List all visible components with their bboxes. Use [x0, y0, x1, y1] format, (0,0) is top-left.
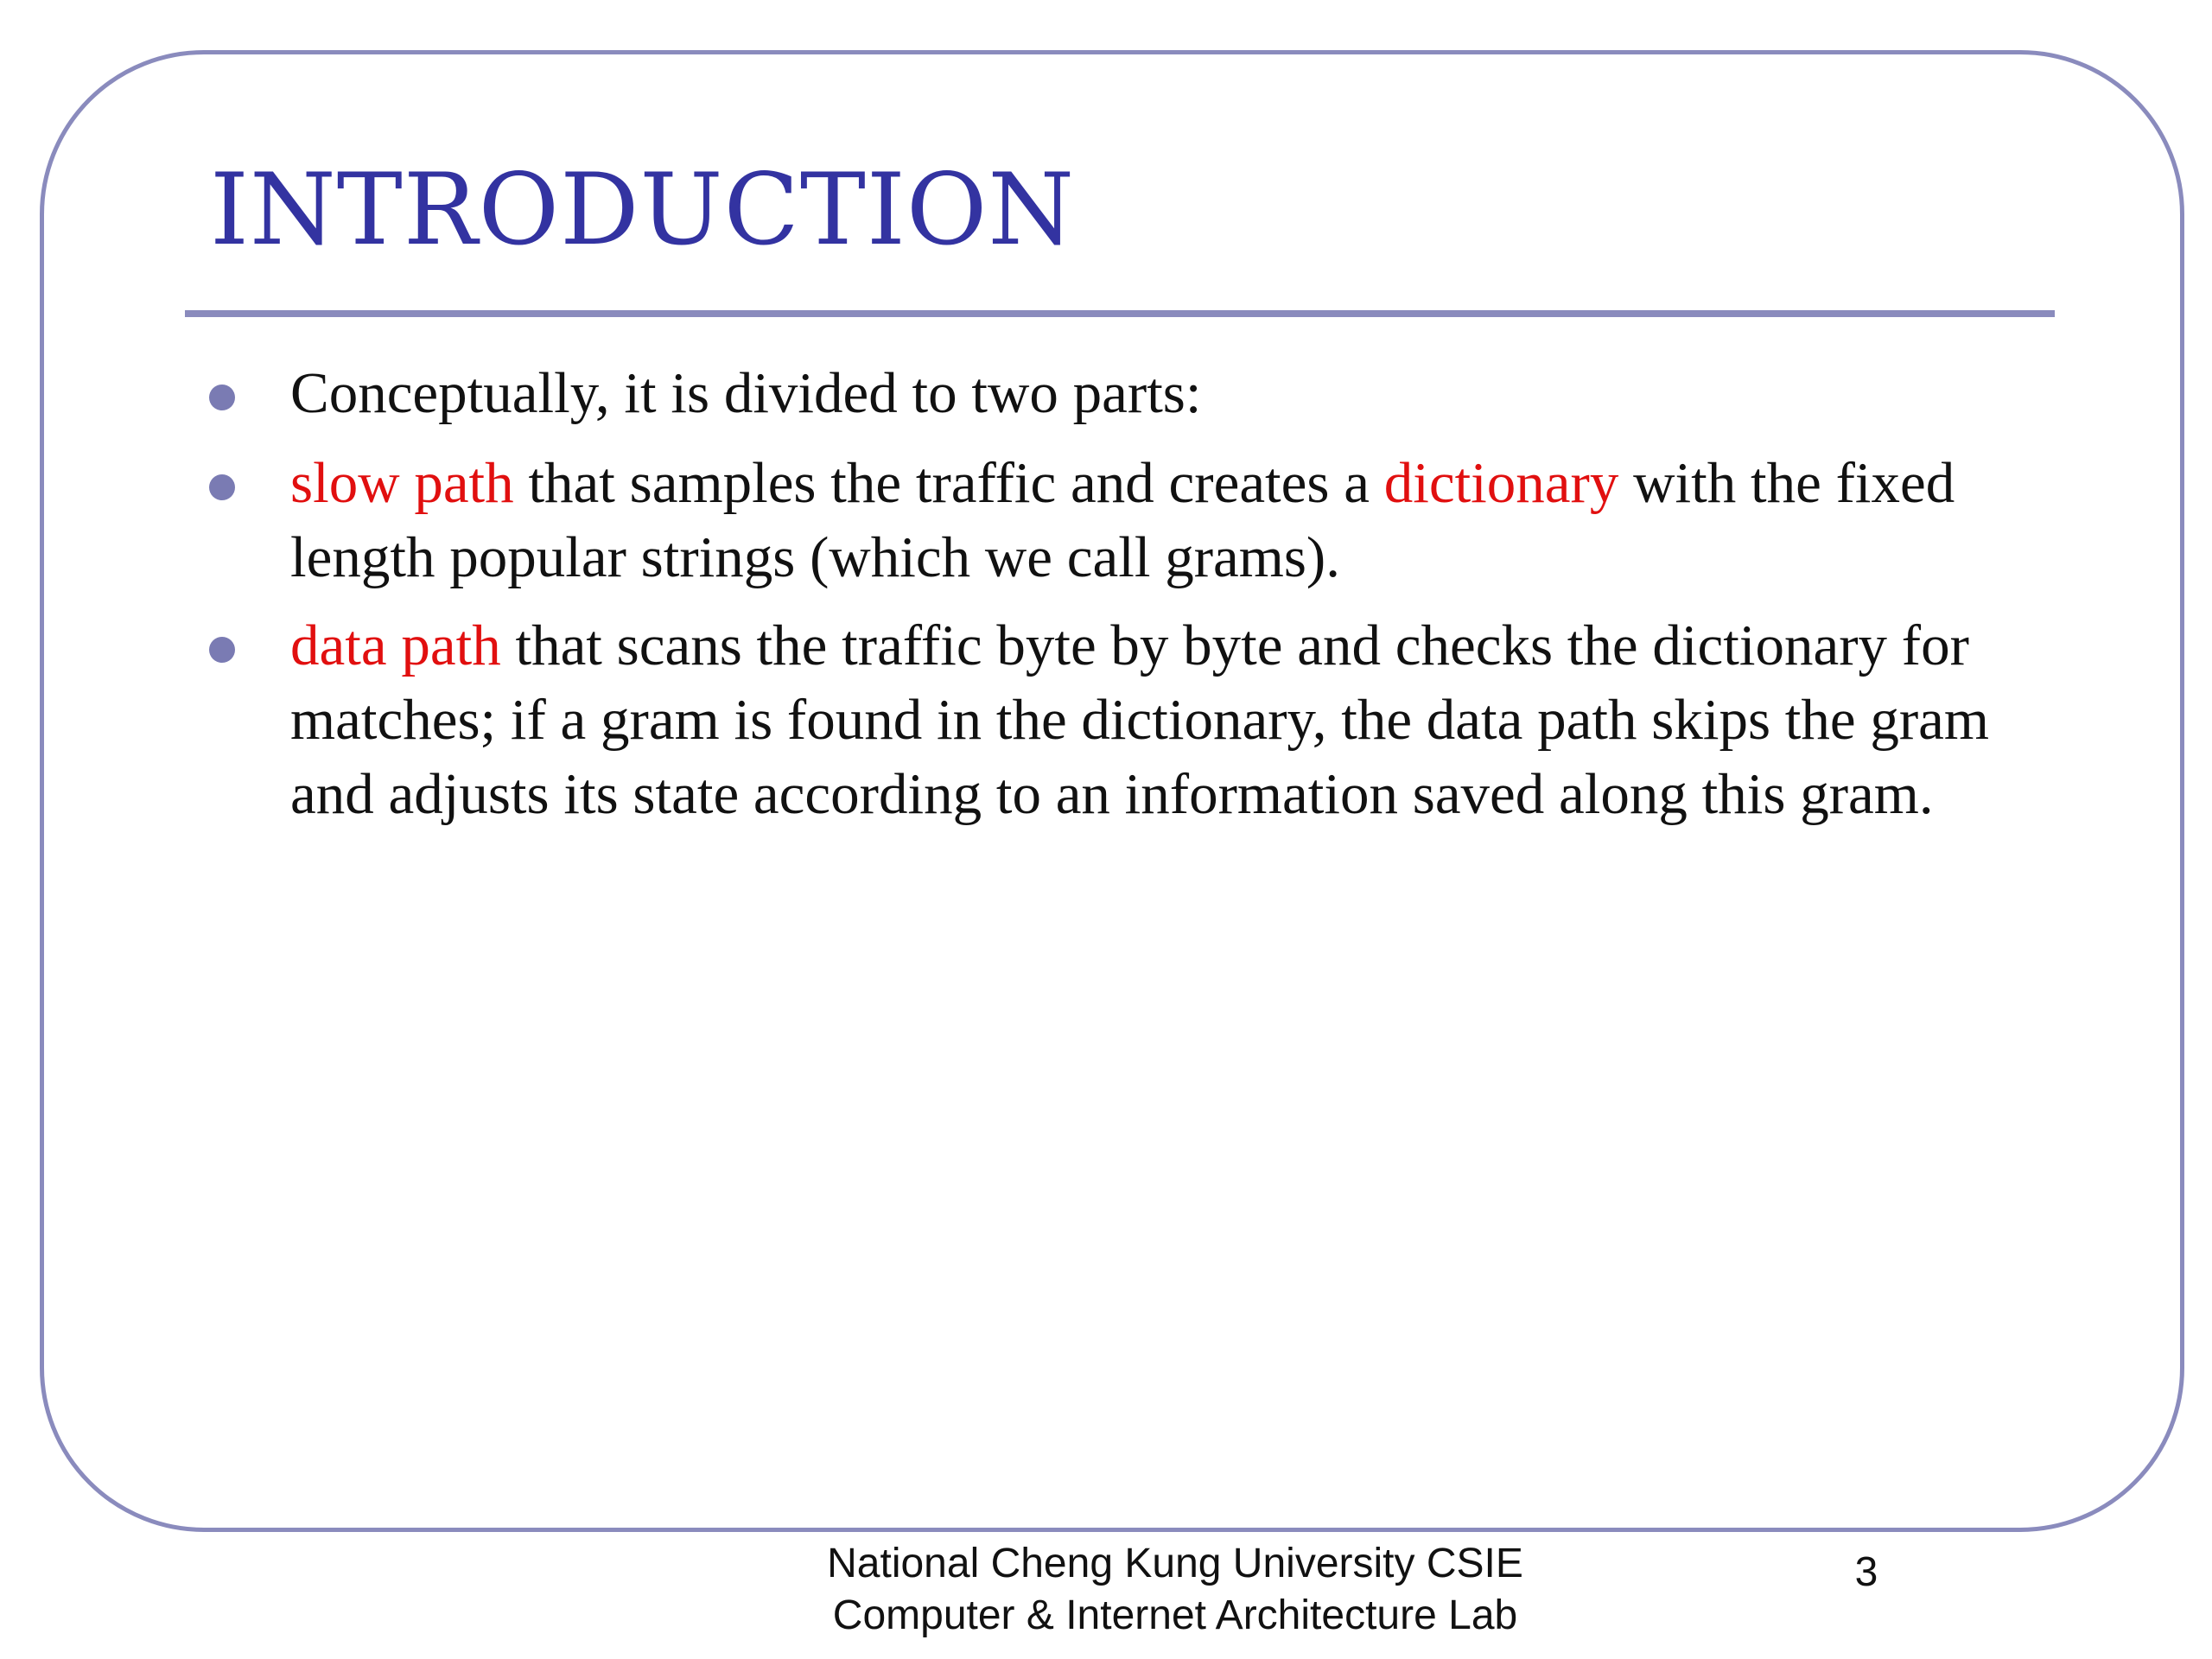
footer-line-2: Computer & Internet Architecture Lab — [832, 1592, 1518, 1638]
bullet-segment: with the fixed length popular strings (which we call grams). — [290, 451, 1955, 589]
bullet-text — [290, 356, 2056, 430]
footer-institution — [778, 1538, 1573, 1642]
bullet-segment: that scans the traffic byte by byte and checks the dictionary for matches; if a gram is found in the dictionary, the data path skips the gram and adjusts its state according to an information saved along this gram. — [290, 613, 1990, 826]
highlighted-term-data-path: data path — [290, 613, 501, 677]
bullet-segment: Conceptually, it is divided to two parts: — [290, 361, 1202, 425]
bullet-icon — [209, 474, 235, 500]
bullet-text — [290, 446, 2056, 594]
footer-line-1: National Cheng Kung University CSIE — [827, 1541, 1523, 1586]
bullet-icon — [209, 637, 235, 663]
bullet-icon — [209, 385, 235, 410]
highlighted-term-slow-path: slow path — [290, 451, 514, 515]
highlighted-term-dictionary: dictionary — [1383, 451, 1619, 515]
slide-title: INTRODUCTION — [210, 152, 1076, 267]
bullet-text — [290, 608, 2056, 831]
title-divider — [185, 310, 2055, 317]
page-number: 3 — [1854, 1549, 1878, 1595]
bullet-segment: that samples the traffic and creates a — [513, 451, 1384, 515]
